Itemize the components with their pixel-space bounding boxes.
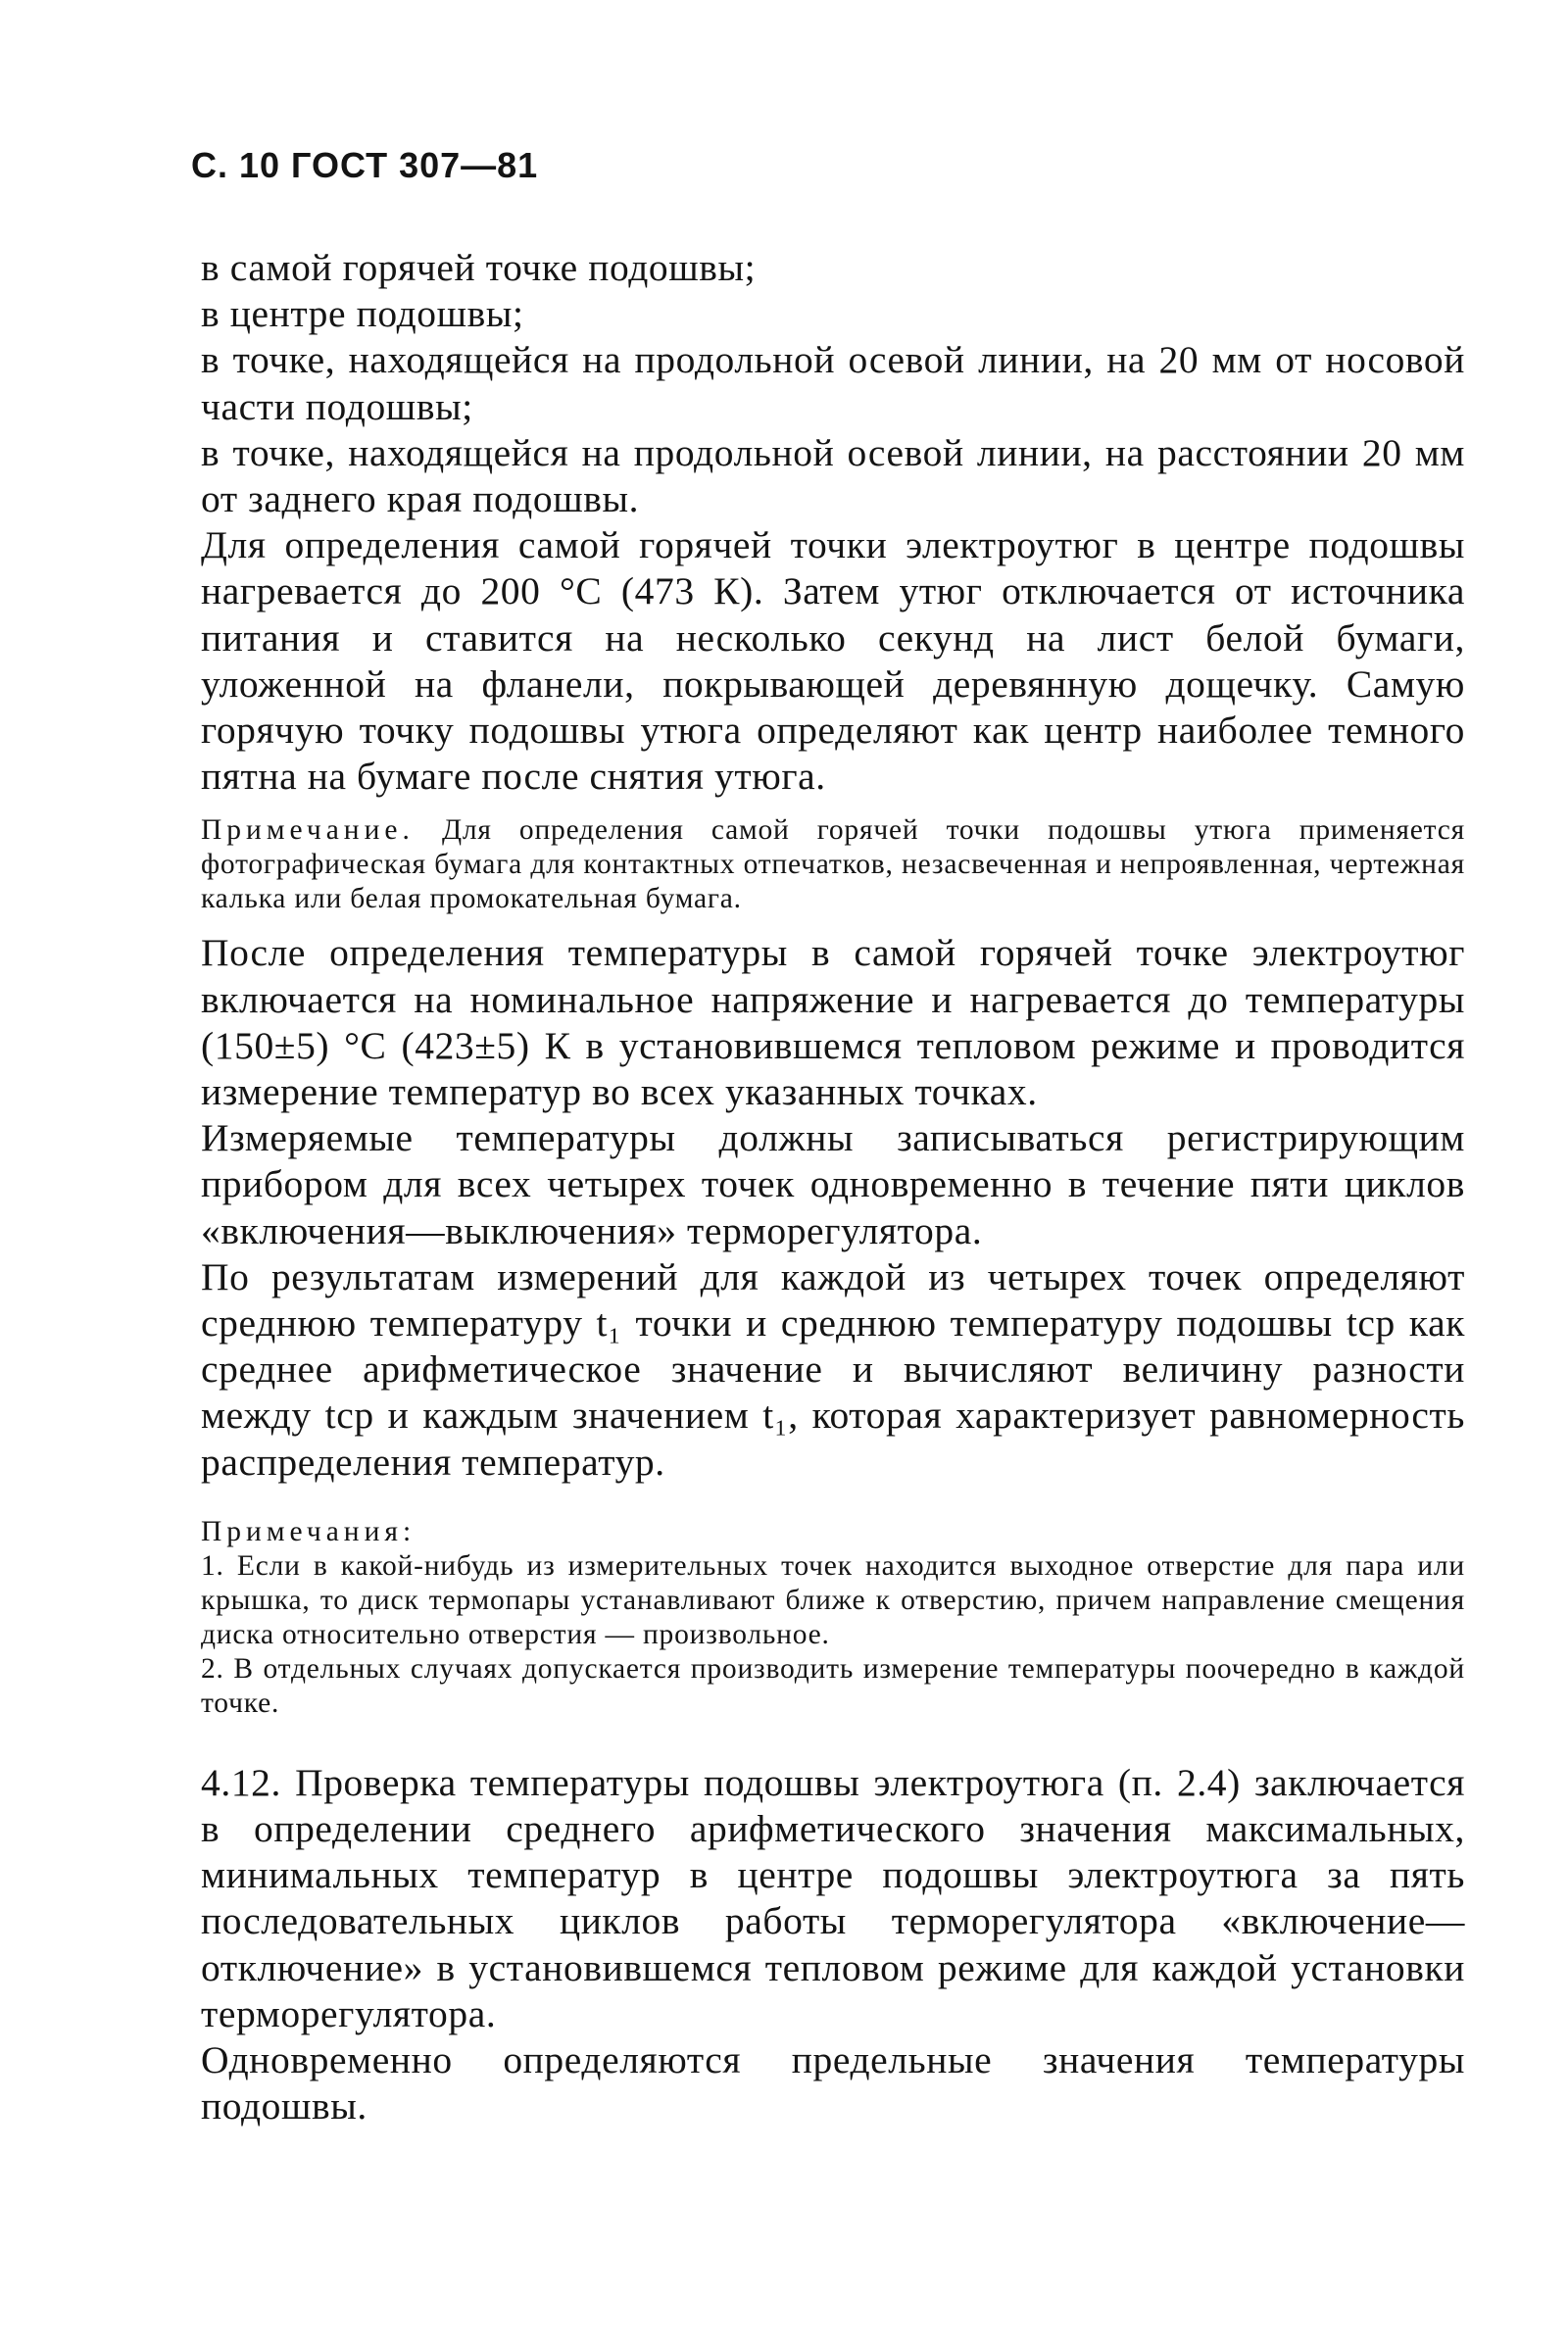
list-item: в точке, находящейся на продольной осевой линии, на расстоянии 20 мм от заднего края подошвы. — [201, 430, 1465, 521]
list-item: в центре подошвы; — [201, 292, 524, 336]
note-item: 1. Если в какой-нибудь из измерительных точек находится выходное отверстие для пара или крышка, то диск термопары устанавливают ближе к отверстию, причем направление смещения диска относительно отверстия — произвольное. — [201, 1549, 1465, 1650]
paragraph-hottest-point: Для определения самой горячей точки электроутюг в центре подошвы нагревается до 200 °С (473 К). Затем утюг отключается от источника питания и ставится на несколько секунд на лист белой бумаги, уложенной на фланели, покрывающей деревянную дощечку. Самую горячую точку подошвы утюга определяют как центр наиболее темного пятна на бумаге после снятия утюга. — [201, 523, 1465, 799]
paragraph-limit-values: Одновременно определяются предельные значения температуры подошвы. — [201, 2038, 1465, 2129]
document-body-continued — [201, 930, 1465, 1485]
document-body — [201, 245, 1465, 800]
list-item: в самой горячей точке подошвы; — [201, 246, 757, 289]
notes-block — [201, 1515, 1465, 1721]
paragraph-measured-temperatures: Измеряемые температуры должны записываться регистрирующим прибором для всех четырех точек одновременно в течение пяти циклов «включения—выключения» терморегулятора. — [201, 1116, 1465, 1252]
list-item: в точке, находящейся на продольной осевой линии, на 20 мм от носовой части подошвы; — [201, 338, 1465, 428]
note-label: Примечание. — [201, 814, 415, 847]
note-item: 2. В отдельных случаях допускается производить измерение температуры поочередно в каждой точке. — [201, 1652, 1465, 1719]
note-text: Для определения самой горячей точки подошвы утюга применяется фотографическая бумага для контактных отпечатков, незасвеченная и непроявленная, чертежная калька или белая промокательная бумага. — [201, 814, 1465, 915]
paragraph-after-determination: После определения температуры в самой горячей точке электроутюг включается на номинальное напряжение и нагревается до температуры (150±5) °С (423±5) К в установившемся тепловом режиме и проводится измерение температур во всех указанных точках. — [201, 931, 1465, 1114]
note-hottest-point — [201, 813, 1465, 916]
notes-title: Примечания: — [201, 1515, 416, 1547]
paragraph-results: По результатам измерений для каждой из четырех точек определяют среднюю температуру t₁ точки и среднюю температуру подошвы tср как среднее арифметическое значение и вычисляют величину разности между tср и каждым значением t₁, которая характеризует равномерность распределения температур. — [201, 1254, 1465, 1484]
document-body-section-412 — [201, 1760, 1465, 2130]
paragraph-section-4-12: 4.12. Проверка температуры подошвы электроутюга (п. 2.4) заключается в определении среднего арифметического значения максимальных, минимальных температур в центре подошвы электроутюга за пять последовательных циклов работы терморегулятора «включение—отключение» в установившемся тепловом режиме для каждой установки терморегулятора. — [201, 1760, 1465, 2035]
page-header: С. 10 ГОСТ 307—81 — [191, 145, 539, 185]
